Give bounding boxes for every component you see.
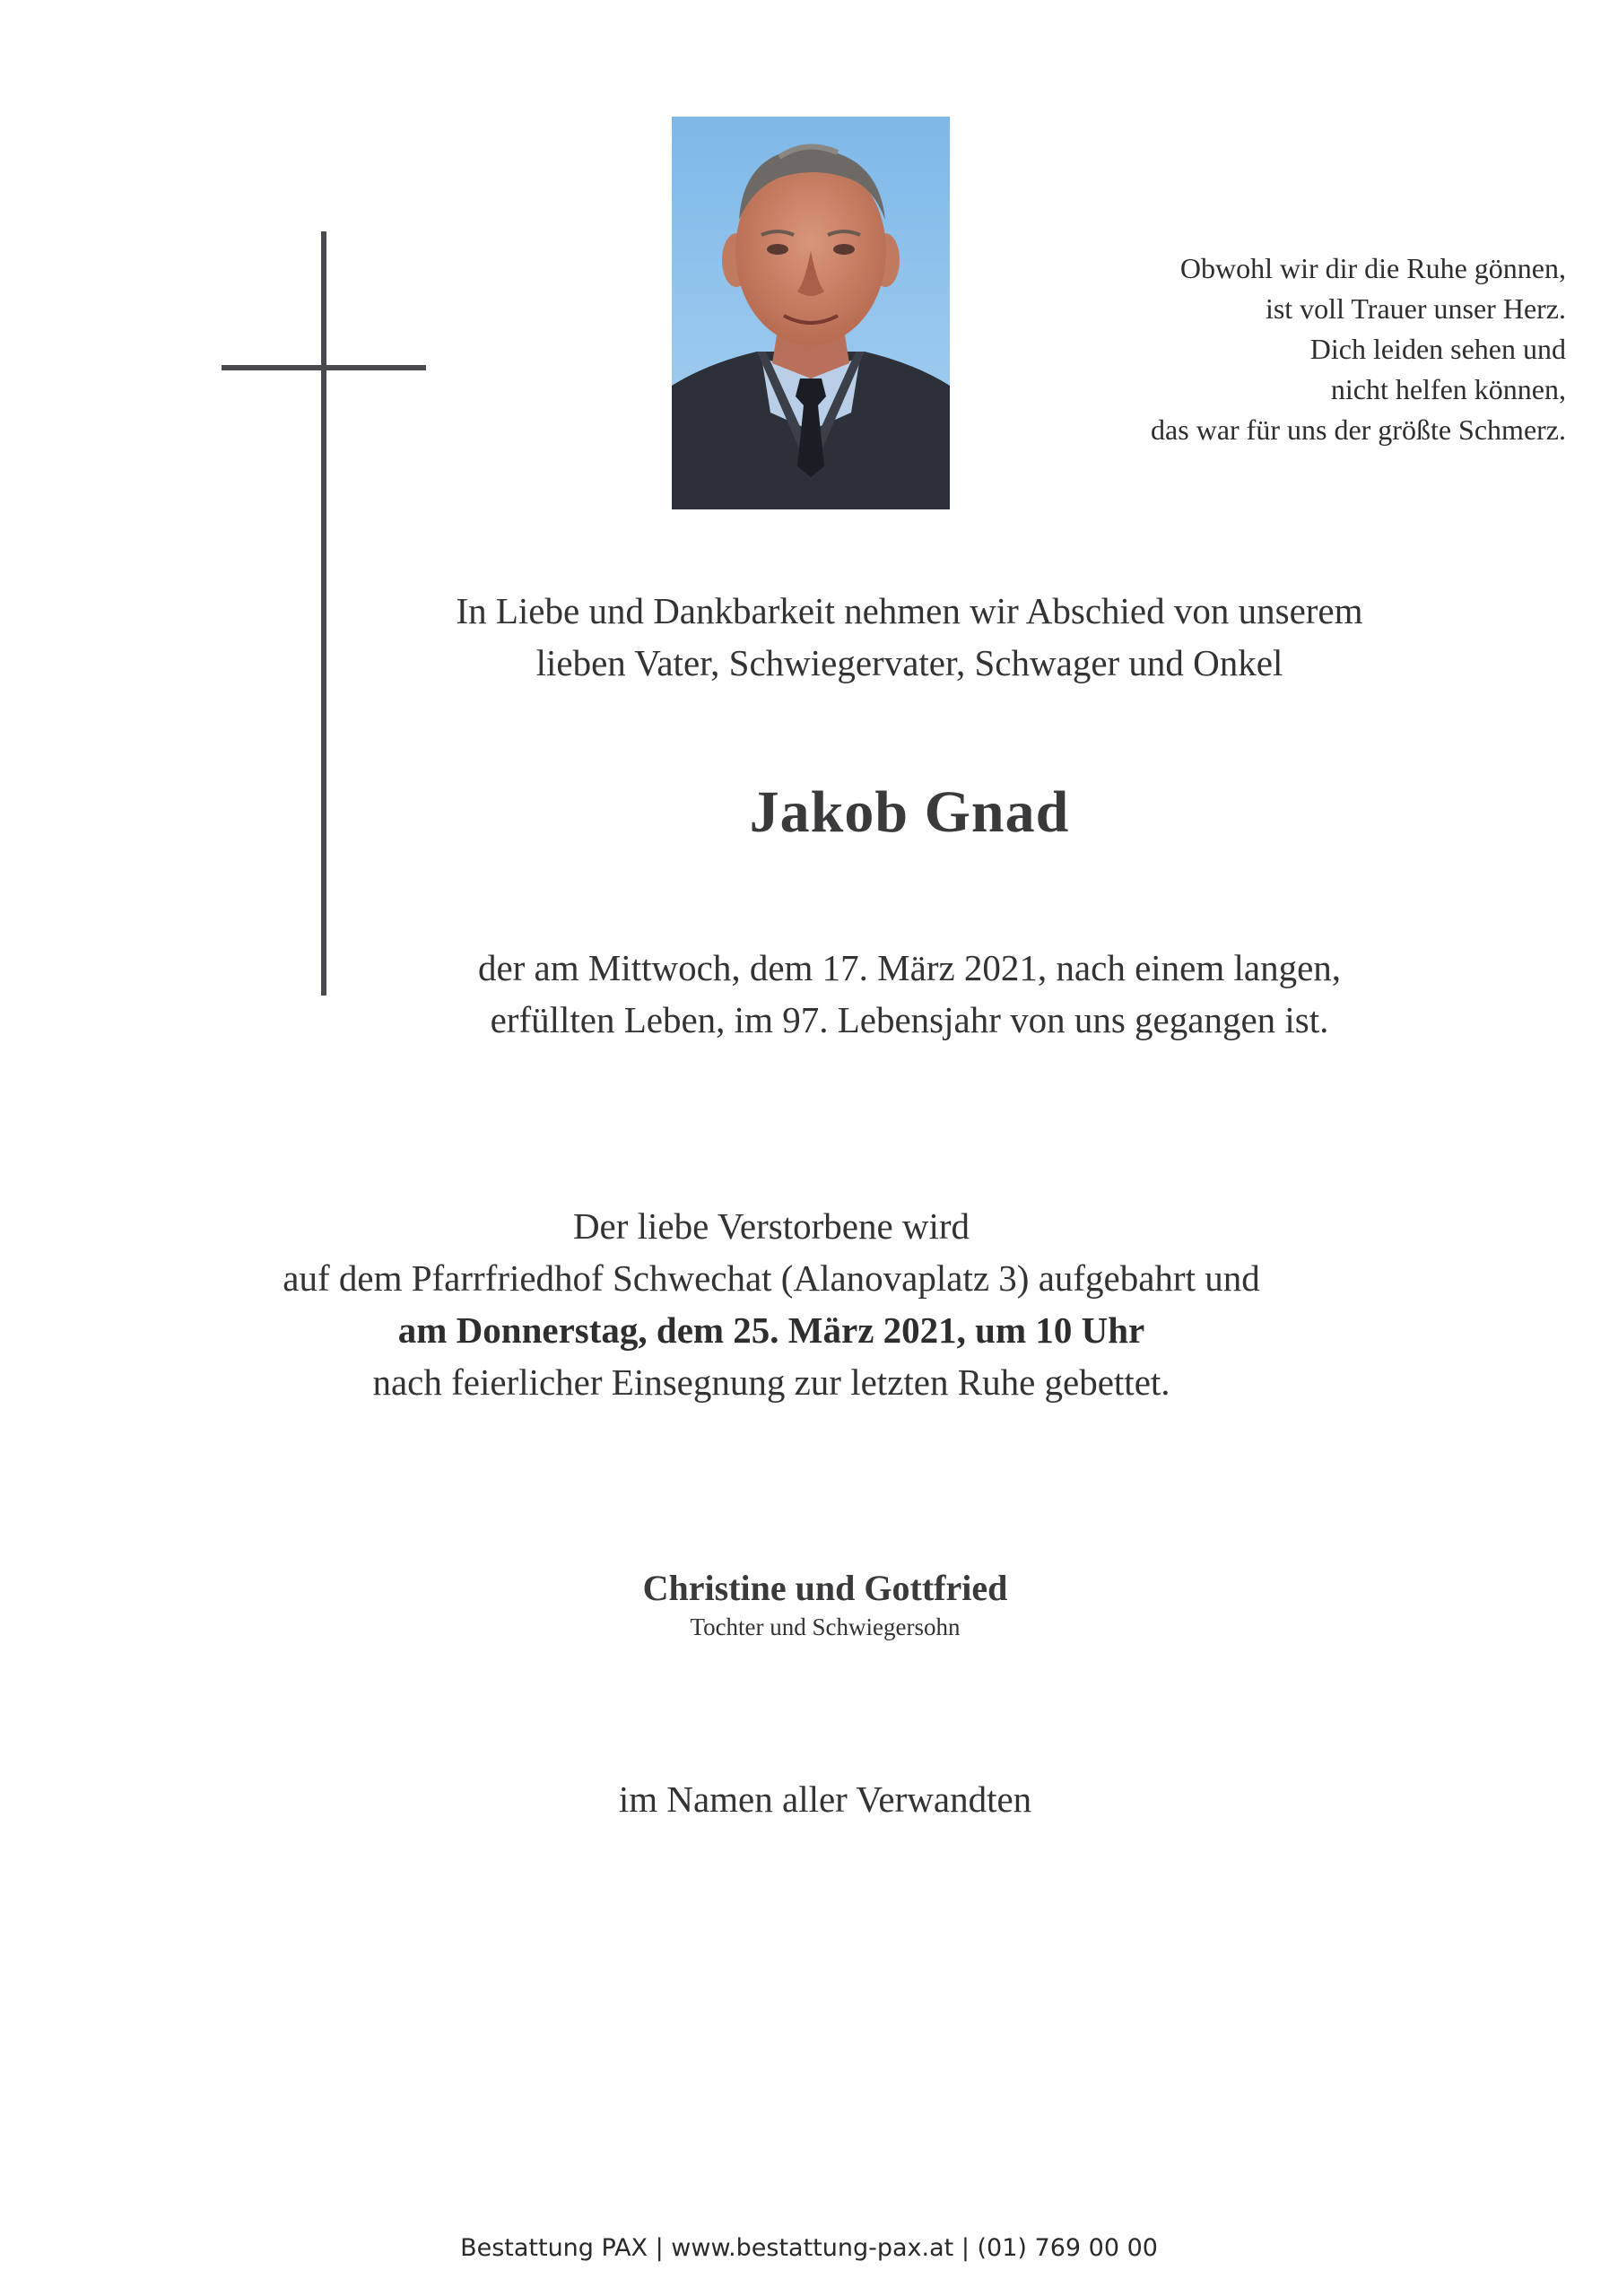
passing-line: der am Mittwoch, dem 17. März 2021, nach einem langen,: [477, 947, 1342, 988]
cross-horizontal-bar: [222, 365, 426, 370]
intro-line: lieben Vater, Schwiegervater, Schwager und Onkel: [535, 642, 1283, 683]
poem-line: Obwohl wir dir die Ruhe gönnen,: [1179, 252, 1566, 284]
portrait-photo: [672, 117, 950, 509]
passing-line: erfüllten Leben, im 97. Lebensjahr von uns gegangen ist.: [490, 999, 1329, 1040]
poem: [1028, 248, 1566, 450]
burial-date-line: am Donnerstag, dem 25. März 2021, um 10 Uhr: [397, 1309, 1145, 1351]
passing-text: [269, 942, 1550, 1046]
poem-line: das war für uns der größte Schmerz.: [1151, 413, 1566, 446]
signer-names: Christine und Gottfried: [642, 1568, 1008, 1608]
poem-line: ist voll Trauer unser Herz.: [1265, 292, 1566, 325]
burial-line: Der liebe Verstorbene wird: [572, 1205, 970, 1247]
closing-text: im Namen aller Verwandten: [618, 1779, 1032, 1820]
poem-line: nicht helfen können,: [1330, 373, 1566, 405]
burial-text: [179, 1200, 1363, 1408]
intro-text: [269, 585, 1550, 689]
deceased-name: Jakob Gnad: [749, 779, 1070, 845]
signers: [448, 1565, 1202, 1642]
signer-relation: Tochter und Schwiegersohn: [690, 1613, 961, 1640]
intro-line: In Liebe und Dankbarkeit nehmen wir Abschied von unserem: [456, 590, 1363, 631]
burial-line: auf dem Pfarrfriedhof Schwechat (Alanovaplatz 3) aufgebahrt und: [283, 1257, 1260, 1299]
footer-contact: Bestattung PAX | www.bestattung-pax.at | (01) 769 00 00: [460, 2234, 1158, 2262]
poem-line: Dich leiden sehen und: [1309, 333, 1566, 365]
burial-line: nach feierlicher Einsegnung zur letzten Ruhe gebettet.: [372, 1361, 1170, 1403]
